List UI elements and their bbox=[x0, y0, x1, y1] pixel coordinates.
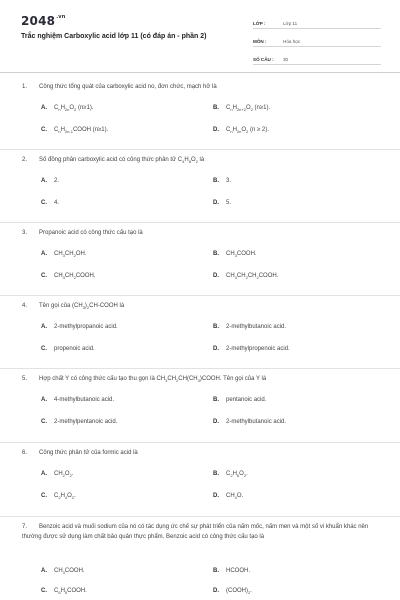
question-body: Hợp chất Y có công thức cấu tạo thu gọn là $CH_3CH_2CH(CH_3)COOH$. Tên gọi của Y là bbox=[39, 376, 267, 384]
question-divider bbox=[0, 222, 400, 223]
question-number: 3. bbox=[22, 230, 28, 236]
option-letter: A. bbox=[41, 105, 47, 111]
option-letter: B. bbox=[213, 397, 219, 403]
answer-option-a[interactable] bbox=[41, 105, 94, 112]
option-text: 2. bbox=[54, 178, 60, 184]
question-body: Tên gọi của $(CH_3)_2CH$-COOH là bbox=[39, 303, 125, 311]
question-body: Benzoic acid và muối sodium của nó có tác dụng ức chế sự phát triển của nấm mốc, nấm men và một số vi khuẩn khác nên thường được sử dụng làm chất bảo quản thực phẩm. Benzoic acid có công thức cấu tạo là bbox=[22, 524, 369, 541]
question-body: Công thức phân tử của formic acid là bbox=[39, 450, 138, 456]
option-letter: D. bbox=[213, 419, 219, 425]
question-body: Propanoic acid có công thức cấu tạo là bbox=[39, 230, 143, 236]
answer-option-a[interactable] bbox=[41, 568, 85, 575]
option-text: $CH_3COOH$. bbox=[226, 251, 257, 259]
option-text: propenoic acid. bbox=[54, 346, 95, 352]
document-meta bbox=[253, 14, 381, 68]
option-text: $CH_4O$. bbox=[226, 493, 244, 501]
option-text: $C_nH_{2n}O_2$ (n≥1). bbox=[54, 105, 94, 113]
option-text: $CH_3CH_2OH$. bbox=[54, 251, 87, 259]
answer-option-d[interactable] bbox=[213, 273, 278, 280]
question-number: 1. bbox=[22, 84, 28, 90]
answer-option-b[interactable] bbox=[213, 178, 231, 184]
answer-option-c[interactable] bbox=[41, 588, 87, 595]
question-number: 5. bbox=[22, 376, 28, 382]
option-text: 2-methylpentanoic acid. bbox=[54, 419, 118, 425]
answer-option-b[interactable] bbox=[213, 324, 286, 330]
answer-option-c[interactable] bbox=[41, 200, 59, 206]
option-text: 2-methylbutanoic acid. bbox=[226, 324, 287, 330]
option-letter: B. bbox=[213, 568, 219, 574]
option-text: $CH_3CH_2COOH$. bbox=[54, 273, 96, 281]
answer-option-d[interactable] bbox=[213, 493, 243, 500]
option-text: $C_2H_6O_2$. bbox=[226, 471, 248, 479]
logo-main: 2048 bbox=[21, 14, 56, 28]
question-number: 2. bbox=[22, 157, 28, 163]
question-number: 7. bbox=[22, 524, 28, 530]
option-letter: D. bbox=[213, 200, 219, 206]
header-divider bbox=[0, 72, 400, 73]
answer-option-b[interactable] bbox=[213, 397, 266, 403]
answer-option-a[interactable] bbox=[41, 178, 59, 184]
option-text: 5. bbox=[226, 200, 232, 206]
option-text: $C_nH_{2n-1}COOH$ (n≥1). bbox=[54, 127, 109, 135]
question-body: Số đồng phân carboxylic acid có công thức phân tử $C_4H_8O_2$ là bbox=[39, 157, 205, 165]
option-letter: D. bbox=[213, 127, 219, 133]
option-letter: C. bbox=[41, 588, 47, 594]
option-letter: A. bbox=[41, 568, 47, 574]
option-text: 3. bbox=[226, 178, 232, 184]
meta-value: 30 bbox=[283, 57, 289, 62]
option-text: $(COOH)_2$. bbox=[226, 588, 252, 596]
answer-option-c[interactable] bbox=[41, 273, 95, 280]
option-text: 2-methylpropanoic acid. bbox=[54, 324, 118, 330]
answer-option-a[interactable] bbox=[41, 324, 118, 330]
answer-option-b[interactable] bbox=[213, 105, 270, 112]
option-letter: B. bbox=[213, 324, 219, 330]
answer-option-d[interactable] bbox=[213, 588, 252, 595]
question-body: Công thức tổng quát của carboxylic acid no, đơn chức, mạch hở là bbox=[39, 84, 217, 90]
meta-label: SỐ CÂU : bbox=[253, 57, 274, 62]
answer-option-c[interactable] bbox=[41, 419, 117, 425]
site-logo[interactable] bbox=[21, 14, 66, 28]
option-letter: D. bbox=[213, 346, 219, 352]
answer-option-d[interactable] bbox=[213, 200, 231, 206]
option-letter: A. bbox=[41, 324, 47, 330]
option-letter: D. bbox=[213, 493, 219, 499]
option-letter: C. bbox=[41, 346, 47, 352]
answer-option-b[interactable] bbox=[213, 251, 257, 258]
option-letter: A. bbox=[41, 471, 47, 477]
option-text: 4-methylbutanoic acid. bbox=[54, 397, 115, 403]
question-divider bbox=[0, 149, 400, 150]
question-text bbox=[22, 522, 378, 543]
answer-option-c[interactable] bbox=[41, 493, 76, 500]
option-text: 2-methylpropenoic acid. bbox=[226, 346, 290, 352]
question-divider bbox=[0, 368, 400, 369]
meta-label: LỚP : bbox=[253, 21, 266, 26]
question-divider bbox=[0, 442, 400, 443]
option-text: pentanoic acid. bbox=[226, 397, 267, 403]
option-letter: C. bbox=[41, 127, 47, 133]
option-letter: C. bbox=[41, 200, 47, 206]
question-divider bbox=[0, 295, 400, 296]
option-text: 4. bbox=[54, 200, 60, 206]
answer-option-d[interactable] bbox=[213, 346, 290, 352]
option-text: $CH_2O_2$. bbox=[54, 471, 74, 479]
answer-option-c[interactable] bbox=[41, 127, 108, 134]
answer-option-b[interactable] bbox=[213, 568, 250, 574]
option-text: $C_nH_{2n+2}O_2$ (n≥1). bbox=[226, 105, 271, 113]
meta-row-count bbox=[253, 50, 381, 65]
document-title: Trắc nghiệm Carboxylic acid lớp 11 (có đáp án - phần 2) bbox=[21, 33, 207, 40]
option-text: $CH_3COOH$. bbox=[54, 568, 85, 576]
question-number: 4. bbox=[22, 303, 28, 309]
answer-option-a[interactable] bbox=[41, 471, 73, 478]
option-letter: B. bbox=[213, 178, 219, 184]
question-text bbox=[22, 155, 378, 168]
option-letter: D. bbox=[213, 588, 219, 594]
document-header bbox=[0, 0, 400, 72]
option-letter: D. bbox=[213, 273, 219, 279]
answer-option-d[interactable] bbox=[213, 419, 286, 425]
option-letter: B. bbox=[213, 251, 219, 257]
answer-option-b[interactable] bbox=[213, 471, 248, 478]
option-text: 2-methylbutanoic acid. bbox=[226, 419, 287, 425]
logo-suffix: .vn bbox=[56, 14, 66, 20]
option-text: $C_2H_4O_2$. bbox=[54, 493, 76, 501]
option-letter: C. bbox=[41, 273, 47, 279]
question-text bbox=[22, 82, 378, 92]
option-letter: A. bbox=[41, 178, 47, 184]
option-letter: B. bbox=[213, 105, 219, 111]
question-text bbox=[22, 448, 378, 458]
answer-option-d[interactable] bbox=[213, 127, 269, 134]
question-number: 6. bbox=[22, 450, 28, 456]
meta-row-subject bbox=[253, 32, 381, 47]
option-text: $CH_3CH_2CH_2COOH$. bbox=[226, 273, 279, 281]
question-text bbox=[22, 301, 378, 314]
option-letter: C. bbox=[41, 419, 47, 425]
answer-option-a[interactable] bbox=[41, 251, 86, 258]
meta-row-class bbox=[253, 14, 381, 29]
option-letter: A. bbox=[41, 251, 47, 257]
option-letter: B. bbox=[213, 471, 219, 477]
option-text: $C_nH_{2n}O_2$ (n ≥ 2). bbox=[226, 127, 269, 135]
answer-option-a[interactable] bbox=[41, 397, 114, 403]
question-text bbox=[22, 374, 378, 387]
meta-value: Lớp 11 bbox=[283, 21, 298, 26]
question-text bbox=[22, 228, 378, 238]
option-text: HCOOH. bbox=[226, 568, 250, 574]
answer-option-c[interactable] bbox=[41, 346, 95, 352]
meta-value: Hóa học bbox=[283, 39, 301, 44]
option-text: $C_6H_5COOH$. bbox=[54, 588, 87, 596]
option-letter: C. bbox=[41, 493, 47, 499]
option-letter: A. bbox=[41, 397, 47, 403]
meta-label: MÔN : bbox=[253, 39, 267, 44]
question-divider bbox=[0, 516, 400, 517]
